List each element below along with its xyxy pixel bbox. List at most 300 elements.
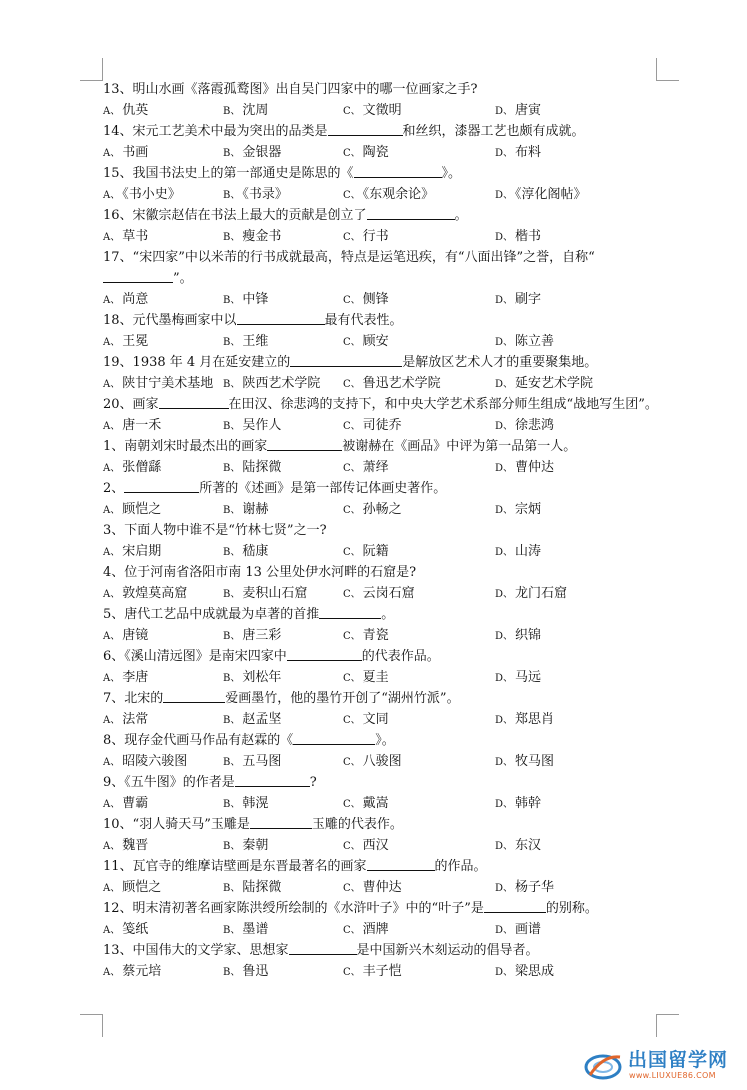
answer-blank: [250, 815, 312, 829]
option-letter: A、: [103, 631, 121, 642]
answer-option: [103, 541, 161, 563]
question-prompt: 18、元代墨梅画家中以: [103, 313, 237, 328]
option-text: 杨子华: [515, 880, 555, 895]
question-text: [103, 940, 663, 961]
question-text: [103, 730, 663, 751]
answer-option: [495, 751, 554, 773]
answer-option: [103, 709, 148, 731]
option-text: 《书小史》: [122, 187, 181, 202]
question-prompt: 1、南朝刘宋时最杰出的画家: [103, 439, 268, 454]
option-text: 青瓷: [362, 628, 389, 643]
answer-option: [343, 457, 389, 479]
option-letter: D、: [495, 547, 514, 558]
answer-blank: [290, 353, 402, 367]
option-text: 徐悲鸿: [515, 418, 555, 433]
option-letter: B、: [223, 631, 241, 642]
option-text: 牧马图: [515, 754, 555, 769]
option-letter: D、: [495, 841, 514, 852]
question-prompt-end: 和丝织，漆器工艺也颇有成就。: [402, 124, 585, 139]
question-prompt-end: 的代表作品。: [361, 649, 440, 664]
question-prompt-end: 的别称。: [545, 901, 598, 916]
answer-option: [343, 877, 402, 899]
answer-option: [343, 142, 389, 164]
answer-option: [495, 541, 541, 563]
option-letter: D、: [495, 799, 514, 810]
option-text: 山涛: [515, 544, 542, 559]
option-letter: C、: [343, 148, 361, 159]
option-row: [103, 226, 663, 247]
option-letter: D、: [495, 337, 514, 348]
option-text: 唐一禾: [122, 418, 162, 433]
option-letter: B、: [223, 421, 241, 432]
question-prompt: 16、宋徽宗赵佶在书法上最大的贡献是创立了: [103, 208, 367, 223]
question-prompt: 10、“羽人骑天马”玉雕是: [103, 817, 250, 832]
answer-option: [103, 793, 148, 815]
question-prompt: 9、《五牛图》的作者是: [103, 775, 235, 790]
answer-option: [495, 583, 567, 605]
answer-option: [223, 142, 281, 164]
option-letter: C、: [343, 505, 361, 516]
question-prompt-end: 》。: [375, 733, 395, 748]
answer-blank: [367, 206, 455, 220]
site-watermark: [584, 1043, 744, 1087]
option-letter: C、: [343, 295, 361, 306]
question-prompt-end: ?: [309, 775, 317, 790]
answer-option: [495, 142, 541, 164]
answer-option: [495, 835, 541, 857]
option-letter: A、: [103, 379, 121, 390]
question-list: [103, 79, 663, 982]
question-prompt: 19、1938 年 4 月在延安建立的: [103, 355, 291, 370]
option-text: 宗炳: [515, 502, 542, 517]
option-letter: C、: [343, 232, 361, 243]
answer-option: [343, 100, 402, 122]
option-letter: C、: [343, 883, 361, 894]
globe-logo-icon: [584, 1047, 624, 1083]
option-letter: C、: [343, 799, 361, 810]
option-letter: B、: [223, 673, 241, 684]
answer-blank: [237, 311, 325, 325]
option-letter: B、: [223, 883, 241, 894]
question-text: [103, 352, 663, 373]
option-row: [103, 415, 663, 436]
option-text: 墨谱: [242, 922, 269, 937]
question-text: [103, 688, 663, 709]
option-letter: D、: [495, 190, 514, 201]
question-text: [103, 79, 663, 100]
option-text: 赵孟坚: [242, 712, 282, 727]
question-text: [103, 205, 663, 226]
answer-option: [343, 583, 415, 605]
question-prompt-end: 在田汉、徐悲鸿的支持下，和中央大学艺术系部分师生组成“战地写生团”。: [228, 397, 658, 412]
option-letter: D、: [495, 421, 514, 432]
option-letter: D、: [495, 232, 514, 243]
option-row: [103, 583, 663, 604]
option-text: 谢赫: [242, 502, 269, 517]
answer-option: [223, 226, 281, 248]
answer-blank: [124, 479, 199, 493]
answer-option: [103, 373, 213, 395]
answer-option: [343, 709, 389, 731]
option-text: 中锋: [242, 292, 269, 307]
question-prompt: 2、: [103, 481, 125, 496]
answer-option: [103, 331, 148, 353]
question-prompt: 12、明末清初著名画家陈洪绶所绘制的《水浒叶子》中的“叶子”是: [103, 901, 484, 916]
answer-option: [223, 184, 288, 206]
question-text: [103, 604, 663, 625]
option-letter: B、: [223, 148, 241, 159]
question-text: [103, 121, 663, 142]
option-text: 蔡元培: [122, 964, 162, 979]
option-letter: A、: [103, 715, 121, 726]
option-text: 龙门石窟: [515, 586, 568, 601]
option-letter: C、: [343, 337, 361, 348]
answer-blank: [159, 395, 229, 409]
option-text: 阮籍: [362, 544, 389, 559]
option-letter: D、: [495, 379, 514, 390]
option-row: [103, 541, 663, 562]
option-letter: A、: [103, 190, 121, 201]
option-text: 梁思成: [515, 964, 555, 979]
answer-option: [495, 100, 541, 122]
answer-blank: [293, 731, 375, 745]
question-prompt: 15、我国书法史上的第一部通史是陈思的《: [103, 166, 354, 181]
answer-option: [223, 415, 281, 437]
answer-option: [103, 289, 148, 311]
answer-option: [343, 331, 389, 353]
answer-option: [103, 835, 148, 857]
question-prompt: 5、唐代工艺品中成就最为卓著的首推: [103, 607, 320, 622]
question-text: [103, 646, 663, 667]
option-letter: A、: [103, 295, 121, 306]
answer-option: [103, 457, 161, 479]
option-text: 陕甘宁美术基地: [122, 376, 214, 391]
option-text: 笺纸: [122, 922, 149, 937]
answer-option: [223, 793, 268, 815]
option-text: 西汉: [362, 838, 389, 853]
option-text: 鲁迅艺术学院: [362, 376, 441, 391]
option-row: [103, 919, 663, 940]
option-text: 秦朝: [242, 838, 269, 853]
answer-option: [223, 373, 320, 395]
question-text: [103, 520, 663, 541]
option-text: 唐寅: [515, 103, 542, 118]
option-letter: B、: [223, 547, 241, 558]
option-letter: A、: [103, 148, 121, 159]
option-row: [103, 373, 663, 394]
answer-option: [223, 541, 268, 563]
answer-option: [495, 289, 541, 311]
option-text: 司徒乔: [362, 418, 402, 433]
question-text: [103, 394, 663, 415]
option-letter: C、: [343, 190, 361, 201]
option-letter: A、: [103, 547, 121, 558]
question-prompt-end: 》。: [441, 166, 462, 181]
option-text: 法常: [122, 712, 149, 727]
option-letter: B、: [223, 925, 241, 936]
option-row: [103, 709, 663, 730]
option-text: 顾恺之: [122, 502, 162, 517]
answer-option: [223, 919, 268, 941]
answer-option: [103, 877, 161, 899]
question-prompt: 11、瓦官寺的维摩诘壁画是东晋最著名的画家: [103, 859, 367, 874]
option-text: 瘦金书: [242, 229, 282, 244]
answer-option: [343, 541, 389, 563]
option-letter: D、: [495, 463, 514, 474]
option-text: 延安艺术学院: [515, 376, 594, 391]
option-letter: A、: [103, 337, 121, 348]
option-text: 唐三彩: [242, 628, 282, 643]
answer-option: [103, 961, 161, 983]
answer-blank: [103, 269, 173, 283]
answer-blank: [163, 689, 225, 703]
option-row: [103, 499, 663, 520]
option-text: 曹仲达: [362, 880, 402, 895]
option-letter: B、: [223, 757, 241, 768]
option-row: [103, 331, 663, 352]
question-text: [103, 856, 663, 877]
watermark-title: 出国留学网: [628, 1049, 729, 1071]
option-letter: B、: [223, 589, 241, 600]
question-prompt: 20、画家: [103, 397, 159, 412]
option-letter: D、: [495, 505, 514, 516]
option-text: 草书: [122, 229, 149, 244]
option-text: 马远: [515, 670, 542, 685]
option-text: 顾恺之: [122, 880, 162, 895]
option-letter: A、: [103, 883, 121, 894]
option-letter: A、: [103, 841, 121, 852]
option-text: 戴嵩: [362, 796, 389, 811]
option-letter: B、: [223, 295, 241, 306]
question-prompt-end: ”。: [173, 271, 193, 286]
option-text: 《淳化阁帖》: [515, 187, 587, 202]
option-letter: A、: [103, 421, 121, 432]
answer-blank: [367, 857, 435, 871]
answer-option: [495, 226, 541, 248]
answer-option: [223, 583, 307, 605]
answer-option: [223, 709, 281, 731]
answer-option: [343, 667, 389, 689]
question-text: [103, 562, 663, 583]
option-text: 麦积山石窟: [242, 586, 308, 601]
answer-option: [495, 499, 541, 521]
answer-blank: [287, 647, 362, 661]
answer-option: [223, 289, 268, 311]
option-letter: B、: [223, 106, 241, 117]
question-prompt-end: 所著的《述画》是第一部传记体画史著作。: [199, 481, 447, 496]
answer-option: [343, 415, 402, 437]
answer-option: [103, 184, 181, 206]
option-text: 孙畅之: [362, 502, 402, 517]
answer-option: [103, 142, 148, 164]
option-text: 侧锋: [362, 292, 389, 307]
option-text: 王冕: [122, 334, 149, 349]
answer-option: [223, 751, 281, 773]
question-text: [103, 436, 663, 457]
answer-option: [495, 373, 593, 395]
answer-option: [343, 226, 389, 248]
option-letter: B、: [223, 232, 241, 243]
option-letter: C、: [343, 967, 361, 978]
watermark-url: www.LIUXUE86.COM: [629, 1071, 716, 1080]
answer-option: [495, 415, 554, 437]
option-letter: B、: [223, 967, 241, 978]
answer-option: [103, 583, 187, 605]
question-prompt-end: 是中国新兴木刻运动的倡导者。: [356, 943, 539, 958]
option-text: 尚意: [122, 292, 149, 307]
option-letter: C、: [343, 106, 361, 117]
option-text: 金银器: [242, 145, 282, 160]
option-letter: A、: [103, 463, 121, 474]
answer-blank: [267, 437, 342, 451]
option-row: [103, 184, 663, 205]
option-letter: B、: [223, 799, 241, 810]
question-text: [103, 814, 663, 835]
option-letter: A、: [103, 673, 121, 684]
option-text: 魏晋: [122, 838, 149, 853]
option-row: [103, 667, 663, 688]
answer-option: [223, 877, 281, 899]
answer-option: [343, 919, 389, 941]
option-text: 陕西艺术学院: [242, 376, 321, 391]
option-text: 八骏图: [362, 754, 402, 769]
answer-option: [495, 457, 554, 479]
option-text: 画谱: [515, 922, 542, 937]
question-prompt: 3、下面人物中谁不是“竹林七贤”之一?: [103, 523, 327, 538]
page-corner-mark-top-left: [80, 58, 103, 81]
question-prompt-end: 玉雕的代表作。: [311, 817, 403, 832]
answer-blank: [328, 122, 403, 136]
answer-option: [495, 709, 554, 731]
question-prompt-end: 。: [381, 607, 395, 622]
answer-option: [103, 226, 148, 248]
option-row: [103, 835, 663, 856]
answer-blank: [484, 899, 546, 913]
option-text: 韩幹: [515, 796, 542, 811]
option-letter: C、: [343, 379, 361, 390]
question-text: [103, 247, 663, 289]
option-letter: A、: [103, 757, 121, 768]
option-letter: A、: [103, 106, 121, 117]
question-prompt: 17、“宋四家”中以米芾的行书成就最高，特点是运笔迅疾，有“八面出锋”之誉，自称“: [103, 250, 595, 265]
option-text: 王维: [242, 334, 269, 349]
option-text: 唐镜: [122, 628, 149, 643]
answer-option: [343, 373, 441, 395]
answer-option: [495, 793, 541, 815]
answer-option: [495, 877, 554, 899]
question-prompt: 6、《溪山清远图》是南宋四家中: [103, 649, 287, 664]
option-letter: D、: [495, 715, 514, 726]
option-text: 刘松年: [242, 670, 282, 685]
option-text: 顾安: [362, 334, 389, 349]
option-row: [103, 289, 663, 310]
answer-blank: [354, 164, 442, 178]
option-letter: D、: [495, 106, 514, 117]
page-corner-mark-top-right: [656, 58, 679, 81]
question-prompt-end: 被谢赫在《画品》中评为第一品第一人。: [342, 439, 577, 454]
option-letter: B、: [223, 190, 241, 201]
answer-option: [343, 289, 389, 311]
answer-option: [103, 919, 148, 941]
option-text: 布料: [515, 145, 542, 160]
option-row: [103, 100, 663, 121]
answer-option: [343, 835, 389, 857]
option-text: 李唐: [122, 670, 149, 685]
option-text: 刷字: [515, 292, 542, 307]
answer-option: [495, 667, 541, 689]
answer-option: [343, 751, 402, 773]
answer-option: [495, 184, 587, 206]
answer-option: [103, 499, 161, 521]
option-letter: C、: [343, 841, 361, 852]
option-letter: D、: [495, 295, 514, 306]
answer-option: [343, 184, 434, 206]
option-text: 陆探微: [242, 460, 282, 475]
option-text: 酒牌: [362, 922, 389, 937]
answer-option: [103, 100, 148, 122]
option-row: [103, 625, 663, 646]
answer-option: [103, 625, 148, 647]
question-prompt: 4、位于河南省洛阳市南 13 公里处伊水河畔的石窟是?: [103, 565, 417, 580]
answer-blank: [235, 773, 310, 787]
question-prompt: 14、宋元工艺美术中最为突出的品类是: [103, 124, 328, 139]
answer-blank: [319, 605, 381, 619]
option-letter: D、: [495, 631, 514, 642]
option-text: 沈周: [242, 103, 269, 118]
page-corner-mark-bottom-left: [80, 1014, 103, 1037]
answer-option: [223, 100, 268, 122]
option-letter: B、: [223, 337, 241, 348]
question-text: [103, 163, 663, 184]
option-letter: C、: [343, 547, 361, 558]
question-prompt: 7、北宋的: [103, 691, 164, 706]
option-letter: A、: [103, 232, 121, 243]
option-text: 张僧繇: [122, 460, 162, 475]
answer-option: [223, 625, 281, 647]
option-letter: D、: [495, 883, 514, 894]
answer-option: [223, 457, 281, 479]
option-text: 宋启期: [122, 544, 162, 559]
option-letter: B、: [223, 715, 241, 726]
option-row: [103, 877, 663, 898]
option-letter: A、: [103, 799, 121, 810]
option-letter: B、: [223, 463, 241, 474]
answer-option: [223, 331, 268, 353]
answer-option: [103, 751, 187, 773]
option-letter: C、: [343, 673, 361, 684]
option-text: 楷书: [515, 229, 542, 244]
option-text: 行书: [362, 229, 389, 244]
option-letter: D、: [495, 148, 514, 159]
answer-blank: [289, 941, 357, 955]
option-text: 郑思肖: [515, 712, 555, 727]
option-letter: D、: [495, 589, 514, 600]
question-prompt-end: 是解放区艺术人才的重要聚集地。: [402, 355, 598, 370]
option-letter: C、: [343, 589, 361, 600]
answer-option: [343, 499, 402, 521]
option-text: 夏圭: [362, 670, 389, 685]
option-letter: C、: [343, 631, 361, 642]
option-text: 陈立善: [515, 334, 555, 349]
option-text: 文同: [362, 712, 389, 727]
option-letter: A、: [103, 925, 121, 936]
option-letter: A、: [103, 589, 121, 600]
answer-option: [495, 919, 541, 941]
option-letter: D、: [495, 967, 514, 978]
option-text: 陆探微: [242, 880, 282, 895]
option-letter: B、: [223, 841, 241, 852]
answer-option: [103, 415, 161, 437]
